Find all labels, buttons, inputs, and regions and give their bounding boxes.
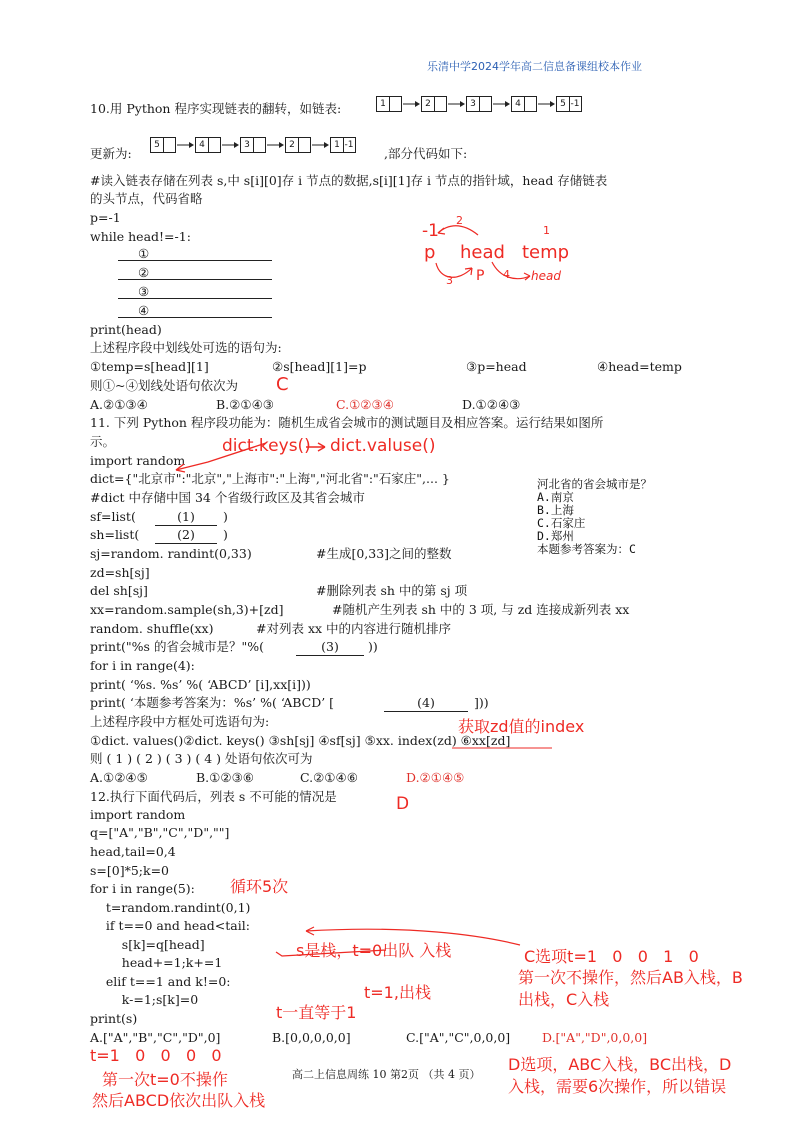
q11-choice-a: A.①②④⑤ — [90, 770, 148, 785]
paren: ) — [223, 527, 228, 542]
node-pointer: -1 — [344, 140, 354, 150]
note-p2: P — [476, 268, 485, 284]
q10-order: 则①~④划线处语句依次为 — [90, 378, 238, 393]
q12-code-line: elif t==1 and k!=0: — [90, 974, 231, 989]
blank-label: ① — [138, 246, 150, 261]
note-option-d-line2: 入栈，需要6次操作，所以错误 — [508, 1077, 727, 1096]
q11-slot-2: (2) — [155, 527, 217, 544]
q10-code-line: p=-1 — [90, 210, 121, 225]
q11-comment: #删除列表 sh 中的第 sj 项 — [316, 583, 468, 598]
note-head2: head — [531, 269, 561, 283]
q11-code-line: sj=random. randint(0,33) — [90, 546, 252, 561]
output-line: C.石家庄 — [537, 516, 586, 530]
q10-choice-d: D.①②④③ — [462, 397, 521, 412]
node-data: 2 — [286, 138, 299, 152]
q12-code-line: s=[0]*5;k=0 — [90, 863, 170, 878]
q11-choice-b: B.①②③⑥ — [196, 770, 254, 785]
q12-code-line: head+=1;k+=1 — [90, 955, 223, 970]
paren: )) — [368, 639, 378, 654]
q11-slot-1: (1) — [155, 509, 217, 526]
q10-answer-note: C — [276, 374, 289, 395]
node-pointer: -1 — [570, 99, 580, 109]
q11-code-line: print( ‘本题参考答案为：%s’ %( ‘ABCD’ [ — [90, 695, 335, 710]
q12-choice-d: D.["A","D",0,0,0] — [542, 1030, 648, 1045]
note-step-4: 4 — [503, 268, 510, 281]
q11-comment: #随机产生列表 sh 中的 3 项, 与 zd 连接成新列表 xx — [332, 602, 630, 617]
q12-code-line: for i in range(5): — [90, 881, 195, 896]
q11-order: 则 ( 1 ) ( 2 ) ( 3 ) ( 4 ) 处语句依次可为 — [90, 751, 313, 766]
node-data: 3 — [467, 97, 480, 111]
q12-choice-b: B.[0,0,0,0,0] — [272, 1030, 351, 1045]
q12-code-line: k-=1;s[k]=0 — [90, 992, 199, 1007]
q11-code-line: import random — [90, 453, 186, 468]
note-step-3: 3 — [446, 274, 453, 287]
output-line: 河北省的省会城市是？ — [537, 477, 652, 491]
q12-code-line: s[k]=q[head] — [90, 937, 205, 952]
note-zd-index: 获取zd值的index — [458, 717, 585, 736]
note-option-a-line1: t=1 0 0 0 0 — [90, 1046, 222, 1065]
note-option-a-line2: 第一次t=0不操作 — [102, 1070, 228, 1089]
node-data: 4 — [512, 97, 525, 111]
q11-stem-cont: 示。 — [90, 434, 116, 449]
q11-slot-4: (4) — [384, 695, 468, 712]
q10-option-4: ④head=temp — [597, 359, 682, 374]
q12-answer-note: D — [396, 794, 410, 814]
q11-code-line: for i in range(4): — [90, 658, 195, 673]
note-dict-values: dict.valuse() — [330, 436, 436, 456]
q11-choice-d: D.②①④⑤ — [406, 770, 465, 785]
q11-slot-3: (3) — [296, 639, 364, 656]
q11-code-line: sf=list( — [90, 509, 136, 524]
paren: ) — [223, 509, 228, 524]
paren: ])) — [474, 695, 489, 710]
q11-code-line: random. shuffle(xx) — [90, 621, 214, 636]
q12-code-line: q=["A","B","C","D",""] — [90, 825, 230, 840]
node-data: 1 — [331, 138, 344, 152]
note-stack: s是栈，t=0出队 入栈 — [296, 941, 452, 960]
q10-print: print(head) — [90, 322, 162, 337]
q10-update-tail: ,部分代码如下: — [384, 146, 468, 161]
blank-label: ③ — [138, 284, 150, 299]
output-line: A.南京 — [537, 490, 574, 504]
q10-choice-b: B.②①④③ — [216, 397, 274, 412]
note-head: head — [460, 242, 505, 263]
q11-code-line: #dict 中存储中国 34 个省级行政区及其省会城市 — [90, 490, 365, 505]
output-line: B.上海 — [537, 503, 574, 517]
q10-ask: 上述程序段中划线处可选的语句为: — [90, 340, 282, 355]
note-step-1: 1 — [543, 224, 550, 237]
q11-code-line: sh=list( — [90, 527, 140, 542]
q12-code-line: t=random.randint(0,1) — [90, 900, 251, 915]
q12-choice-a: A.["A","B","C","D",0] — [90, 1030, 221, 1045]
q11-code-line: zd=sh[sj] — [90, 565, 150, 580]
note-dict-keys: dict.keys() — [222, 436, 311, 456]
q12-code-line: head,tail=0,4 — [90, 844, 176, 859]
note-loop5: 循环5次 — [230, 877, 289, 896]
note-option-d-line1: D选项，ABC入栈，BC出栈，D — [508, 1055, 732, 1074]
note-option-c-line1: C选项t=1 0 0 1 0 — [524, 947, 699, 966]
node-data: 1 — [377, 97, 390, 111]
output-line: 本题参考答案为：C — [537, 542, 636, 556]
note-p: p — [424, 242, 436, 263]
q10-option-1: ①temp=s[head][1] — [90, 359, 209, 374]
node-data: 2 — [422, 97, 435, 111]
node-data: 4 — [196, 138, 209, 152]
q12-code-line: import random — [90, 807, 186, 822]
q10-choice-c: C.①②③④ — [336, 397, 394, 412]
q11-code-line: print( ‘%s. %s’ %( ‘ABCD’ [i],xx[i])) — [90, 677, 311, 692]
node-data: 5 — [557, 97, 570, 111]
q11-code-line: print("%s 的省会城市是？"%( — [90, 639, 264, 654]
q11-options: ①dict. values()②dict. keys() ③sh[sj] ④sf[sj] ⑤xx. index(zd) ⑥xx[zd] — [90, 733, 511, 748]
note-option-c-line2: 第一次不操作，然后AB入栈，B — [518, 968, 743, 987]
node-data: 5 — [151, 138, 164, 152]
q12-code-line: if t==0 and head<tail: — [90, 918, 250, 933]
q11-ask: 上述程序段中方框处可选语句为: — [90, 714, 270, 729]
blank-label: ② — [138, 265, 150, 280]
node-data: 3 — [241, 138, 254, 152]
q10-stem: 10.用 Python 程序实现链表的翻转，如链表: — [90, 101, 342, 116]
q10-choice-a: A.②①③④ — [90, 397, 148, 412]
page-header: 乐清中学2024学年高二信息备课组校本作业 — [427, 60, 642, 73]
q11-stem: 11. 下列 Python 程序段功能为：随机生成省会城市的测试题目及相应答案。运行结果如图所 — [90, 415, 604, 430]
note-t1-always: t一直等于1 — [276, 1003, 357, 1022]
q11-code-line: del sh[sj] — [90, 583, 148, 598]
q11-code-line: xx=random.sample(sh,3)+[zd] — [90, 602, 284, 617]
q10-update-label: 更新为: — [90, 146, 132, 161]
q11-choice-c: C.②①④⑥ — [300, 770, 358, 785]
q11-code-line: dict={"北京市":"北京","上海市":"上海","河北省":"石家庄",... } — [90, 471, 450, 486]
note-t1-pop: t=1,出栈 — [364, 983, 431, 1002]
note-option-c-line3: 出栈，C入栈 — [518, 990, 610, 1009]
q10-comment-line2: 的头节点，代码省略 — [90, 191, 203, 206]
q10-comment-line1: #读入链表存储在列表 s,中 s[i][0]存 i 节点的数据,s[i][1]存 i 节点的指针域，head 存储链表 — [90, 173, 608, 188]
q11-comment: #生成[0,33]之间的整数 — [316, 546, 452, 561]
note-minus1: -1 — [422, 221, 439, 241]
q11-comment: #对列表 xx 中的内容进行随机排序 — [256, 621, 452, 636]
q10-option-2: ②s[head][1]=p — [272, 359, 367, 374]
note-option-a-line3: 然后ABCD依次出队入栈 — [92, 1091, 266, 1110]
note-step-2: 2 — [456, 214, 463, 227]
page-footer: 高二上信息周练 10 第2页 （共 4 页） — [292, 1068, 481, 1081]
q10-code-line: while head!=-1: — [90, 229, 191, 244]
q12-stem: 12.执行下面代码后，列表 s 不可能的情况是 — [90, 789, 337, 804]
blank-label: ④ — [138, 303, 150, 318]
output-line: D.郑州 — [537, 529, 574, 543]
note-temp: temp — [522, 242, 570, 263]
q10-option-3: ③p=head — [466, 359, 527, 374]
q12-choice-c: C.["A","C",0,0,0] — [406, 1030, 511, 1045]
q12-code-line: print(s) — [90, 1011, 138, 1026]
